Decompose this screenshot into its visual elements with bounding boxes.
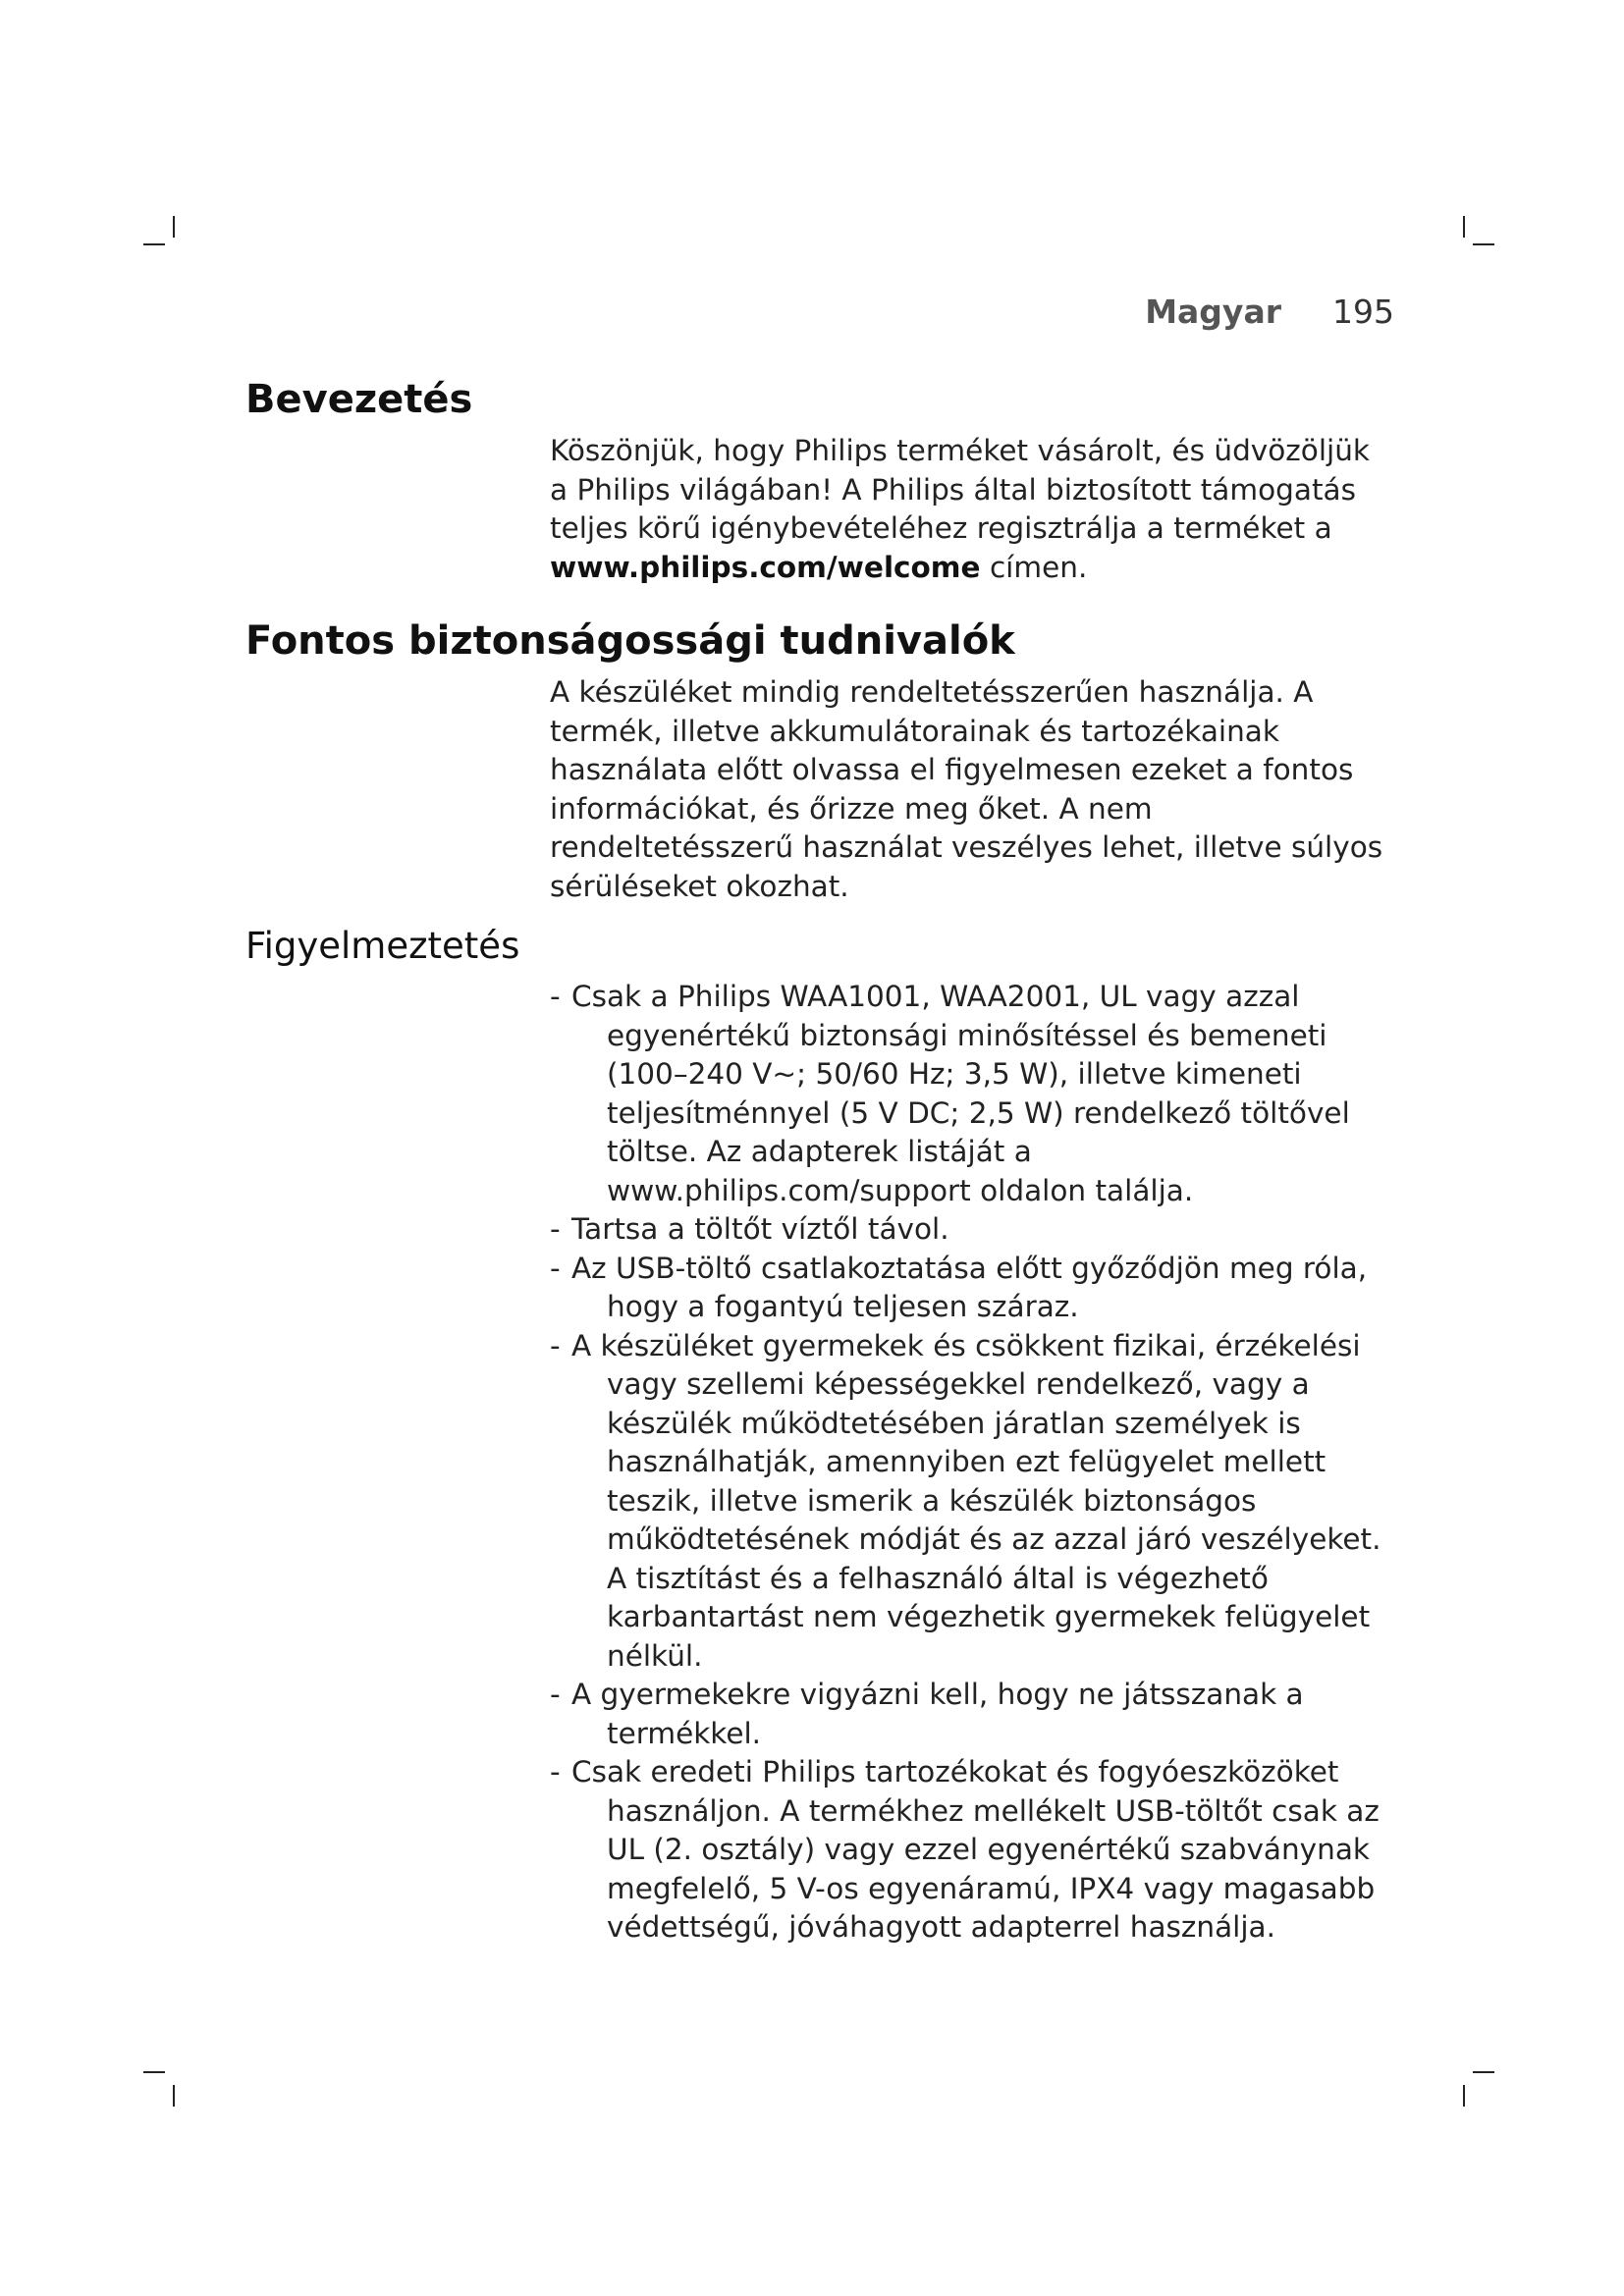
list-item-text: Tartsa a töltőt víztől távol. [571, 1212, 949, 1246]
running-head [1145, 293, 1394, 331]
bullet-marker: - [550, 1251, 561, 1285]
crop-mark-top-left-h [143, 243, 165, 245]
list-item-text: Az USB-töltő csatlakoztatása előtt győződjön meg róla, hogy a fogantyú teljesen száraz. [571, 1251, 1368, 1323]
intro-text: Köszönjük, hogy Philips terméket vásárolt, és üdvözöljük a Philips világában! A Philips által biztosított támogatás teljes körű igénybevételéhez regisztrálja a terméket a [550, 434, 1371, 545]
bullet-marker: - [550, 1328, 561, 1362]
list-item-text: Csak eredeti Philips tartozékokat és fogyóeszközöket használjon. A termékhez mellékelt USB-töltőt csak az UL (2. osztály) vagy ezzel egyenértékű szabványnak megfelelő, 5 V-os egyenáramú, IPX4 vagy magasabb védettségű, jóváhagyott adapterrel használja. [571, 1755, 1380, 1944]
list-item-text: Csak a Philips WAA1001, WAA2001, UL vagy azzal egyenértékű biztonsági minősítéssel és bemeneti (100–240 V~; 50/60 Hz; 3,5 W), illetve kimeneti teljesítménnyel (5 V DC; 2,5 W) rendelkező töltővel töltse. Az adapterek listáját a www.philips.com/support oldalon találja. [571, 980, 1350, 1207]
crop-mark-bottom-right-v [1463, 2085, 1465, 2107]
crop-mark-top-right-v [1463, 216, 1465, 238]
welcome-link[interactable]: www.philips.com/welcome [550, 550, 981, 584]
crop-mark-top-left-v [173, 216, 175, 238]
list-item [550, 1676, 1394, 1753]
safety-heading: Fontos biztonságossági tudnivalók [245, 618, 1015, 664]
list-item-text: A készüléket gyermekek és csökkent fizikai, érzékelési vagy szellemi képességekkel rendelkező, vagy a készülék működtetésében járatlan személyek is használhatják, amennyiben ezt felügyelet mellett teszik, illetve ismerik a készülék biztonságos működtetésének módját és az azzal járó veszélyeket. A tisztítást és a felhasználó által is végezhető karbantartást nem végezhetik gyermekek felügyelet nélkül. [571, 1328, 1381, 1673]
crop-mark-bottom-left-v [173, 2085, 175, 2107]
list-item [550, 978, 1394, 1210]
bullet-marker: - [550, 1678, 561, 1711]
language-label: Magyar [1145, 293, 1281, 331]
crop-mark-bottom-right-h [1473, 2071, 1494, 2073]
intro-heading: Bevezetés [245, 377, 473, 422]
bullet-marker: - [550, 1212, 561, 1246]
crop-mark-bottom-left-h [143, 2071, 165, 2073]
bullet-marker: - [550, 1755, 561, 1789]
list-item [550, 1210, 1394, 1250]
intro-text-end: címen. [989, 550, 1088, 584]
list-item [550, 1753, 1394, 1948]
safety-paragraph: A készüléket mindig rendeltetésszerűen használja. A termék, illetve akkumulátorainak és tartozékainak használata előtt olvassa el figyelmesen ezeket a fontos információkat, és őrizze meg őket. A nem rendeltetésszerű használat veszélyes lehet, illetve súlyos sérüléseket okozhat. [550, 675, 1383, 903]
crop-mark-top-right-h [1473, 243, 1494, 245]
intro-paragraph [550, 432, 1394, 587]
warning-list [550, 978, 1394, 1948]
warning-heading: Figyelmeztetés [245, 925, 520, 967]
page-number: 195 [1332, 293, 1394, 331]
bullet-marker: - [550, 980, 561, 1013]
list-item [550, 1250, 1394, 1327]
list-item [550, 1327, 1394, 1677]
list-item-text: A gyermekekre vigyázni kell, hogy ne játsszanak a termékkel. [571, 1678, 1304, 1750]
